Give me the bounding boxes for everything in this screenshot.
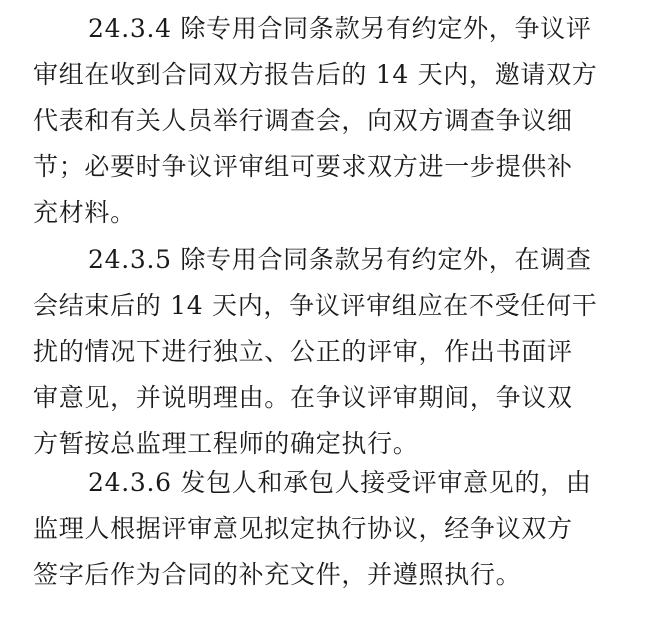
paragraph-line: 监理人根据评审意见拟定执行协议，经争议双方 [33,514,573,543]
paragraph-line: 24.3.6 发包人和承包人接受评审意见的，由 [88,468,592,497]
clause-24-3-6-paragraph [33,460,633,598]
paragraph-line: 代表和有关人员举行调查会，向双方调查争议细 [33,106,573,135]
paragraph-line: 审意见，并说明理由。在争议评审期间，争议双 [33,383,573,412]
paragraph-line: 扰的情况下进行独立、公正的评审，作出书面评 [33,337,573,366]
paragraph-line: 24.3.4 除专用合同条款另有约定外，争议评 [88,14,592,43]
paragraph-line: 方暂按总监理工程师的确定执行。 [33,429,419,458]
paragraph-line: 充材料。 [33,198,136,227]
paragraph-line: 签字后作为合同的补充文件，并遵照执行。 [33,560,522,589]
paragraph-line: 审组在收到合同双方报告后的 14 天内，邀请双方 [33,60,598,89]
paragraph-line: 节；必要时争议评审组可要求双方进一步提供补 [33,152,573,181]
paragraph-line: 24.3.5 除专用合同条款另有约定外，在调查 [88,245,592,274]
clause-24-3-4-paragraph [33,6,633,236]
paragraph-line: 会结束后的 14 天内，争议评审组应在不受任何干 [33,291,598,320]
clause-24-3-5-paragraph [33,237,633,467]
